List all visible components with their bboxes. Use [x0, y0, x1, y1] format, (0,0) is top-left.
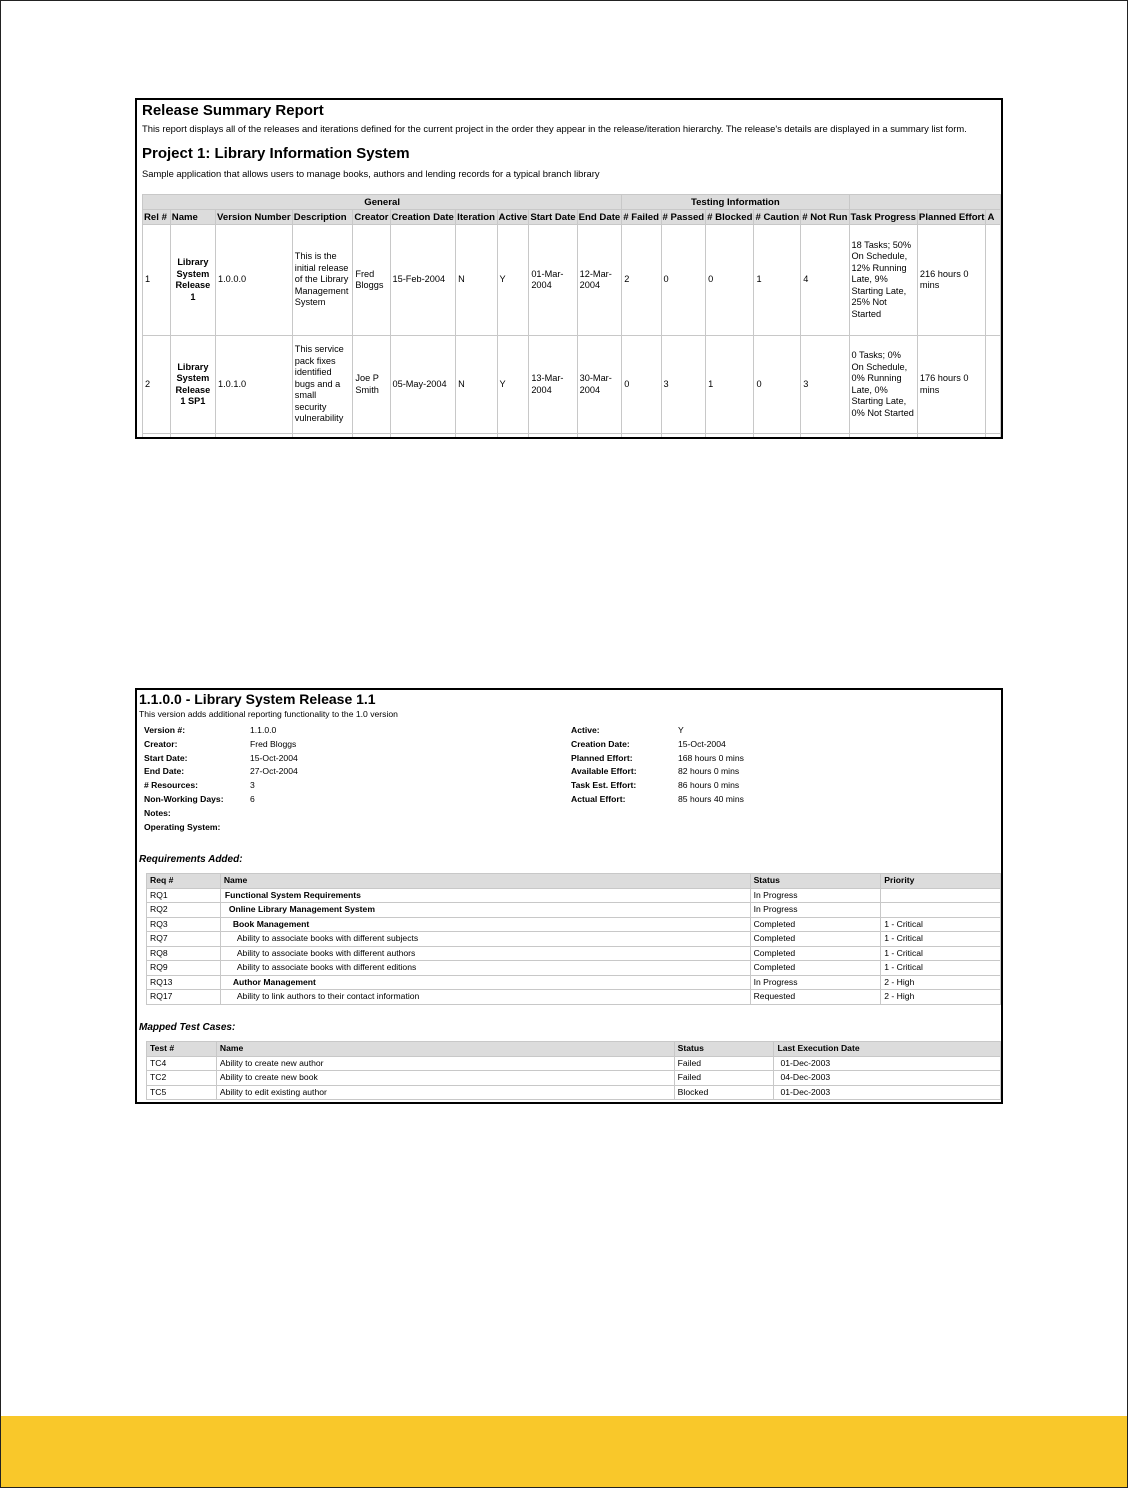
req-priority: 1 - Critical: [881, 917, 1001, 932]
req-priority: 2 - High: [881, 975, 1001, 990]
req-name: Online Library Management System: [220, 903, 750, 918]
requirements-table: [146, 873, 1001, 1005]
cell-active: Y: [497, 336, 529, 434]
req-id: RQ7: [147, 932, 221, 947]
cell-end-date: 30-Mar-2004: [577, 336, 622, 434]
table-row: [147, 888, 1001, 903]
field-label: Planned Effort:: [571, 753, 633, 763]
cell-caution: 1: [754, 225, 801, 336]
table-row: [147, 917, 1001, 932]
project-title: Project 1: Library Information System: [142, 145, 410, 162]
req-priority: 2 - High: [881, 990, 1001, 1005]
test-date: 04-Dec-2003: [774, 1071, 1001, 1086]
table-row: [147, 1056, 1001, 1071]
req-priority: [881, 888, 1001, 903]
req-id: RQ13: [147, 975, 221, 990]
test-date: 01-Dec-2003: [774, 1085, 1001, 1100]
field-value: 82 hours 0 mins: [678, 766, 740, 776]
cell-blocked: 1: [706, 336, 754, 434]
cell-creator: Fred Bloggs: [353, 225, 390, 336]
table-row: [147, 946, 1001, 961]
column-header: Name: [216, 1042, 674, 1057]
report-description: This report displays all of the releases and iterations defined for the current project in the order they appear in the release/iteration hierarchy. The release's details are displayed in a summary list form.: [142, 123, 967, 134]
cell-iteration: N: [456, 225, 497, 336]
cell-task-progress: 18 Tasks; 50% On Schedule, 12% Running Late, 9% Starting Late, 25% Not Started: [849, 225, 917, 336]
req-id: RQ17: [147, 990, 221, 1005]
cell-truncated: [986, 225, 1001, 336]
req-name: Functional System Requirements: [220, 888, 750, 903]
column-header: Status: [750, 874, 881, 889]
cell-not-run: 4: [801, 225, 849, 336]
field-label: Active:: [571, 725, 600, 735]
column-header: Last Execution Date: [774, 1042, 1001, 1057]
req-priority: [881, 903, 1001, 918]
field-label: Start Date:: [144, 753, 188, 763]
table-row: [147, 932, 1001, 947]
cell-creation-date: 05-May-2004: [390, 336, 456, 434]
table-row: [143, 336, 1001, 434]
test-status: Blocked: [674, 1085, 774, 1100]
cell-description: This service pack fixes identified bugs and a small security vulnerability: [292, 336, 353, 434]
requirements-heading: Requirements Added:: [139, 854, 243, 865]
field-value: 86 hours 0 mins: [678, 780, 740, 790]
cell-creation-date: 15-Feb-2004: [390, 225, 456, 336]
field-label: Available Effort:: [571, 766, 637, 776]
req-priority: 1 - Critical: [881, 961, 1001, 976]
field-value: 3: [250, 780, 255, 790]
column-header: Active: [498, 211, 528, 223]
cell-planned-effort: 216 hours 0 mins: [917, 225, 986, 336]
test-date: 01-Dec-2003: [774, 1056, 1001, 1071]
test-id: TC2: [147, 1071, 217, 1086]
cell-planned-effort: 176 hours 0 mins: [917, 336, 986, 434]
table-row: [147, 975, 1001, 990]
column-header-row: [143, 210, 1001, 225]
column-header: Status: [674, 1042, 774, 1057]
test-status: Failed: [674, 1056, 774, 1071]
cell-start-date: 01-Mar-2004: [529, 225, 577, 336]
cell-version: 1.0.1.0: [216, 336, 293, 434]
field-label: Operating System:: [144, 822, 221, 832]
field-value: 27-Oct-2004: [250, 766, 298, 776]
column-header: Name: [170, 210, 215, 225]
table-row: [147, 990, 1001, 1005]
tests-header-row: [147, 1042, 1001, 1057]
column-header: Req #: [147, 874, 221, 889]
req-id: RQ3: [147, 917, 221, 932]
column-header: Version Number: [217, 211, 291, 223]
release-summary-screenshot: [135, 98, 1003, 439]
release-summary-table: [142, 194, 1001, 439]
field-value: Y: [678, 725, 684, 735]
column-header: Description: [292, 210, 353, 225]
requirements-header-row: [147, 874, 1001, 889]
column-header: Planned Effort: [918, 211, 985, 223]
req-name: Ability to link authors to their contact information: [220, 990, 750, 1005]
column-header: # Failed: [622, 210, 661, 225]
req-id: RQ2: [147, 903, 221, 918]
field-value: 15-Oct-2004: [678, 739, 726, 749]
report-title: Release Summary Report: [142, 102, 324, 119]
column-header: Iteration: [457, 211, 496, 223]
cell-version: 1.0.0.0: [216, 225, 293, 336]
req-status: Completed: [750, 946, 881, 961]
cell-name: Library System Release 1: [170, 225, 215, 336]
test-cases-table: [146, 1041, 1001, 1100]
table-row: [147, 1071, 1001, 1086]
cell-task-progress: 0 Tasks; 0% On Schedule, 0% Running Late, 0% Starting Late, 0% Not Started: [849, 336, 917, 434]
group-header-row: [143, 195, 1001, 210]
cell-rel: 2: [143, 336, 171, 434]
column-header: Creation Date: [391, 211, 454, 223]
column-header: End Date: [578, 211, 621, 223]
req-name: Ability to associate books with different subjects: [220, 932, 750, 947]
field-label: Notes:: [144, 808, 171, 818]
cell-not-run: 3: [801, 336, 849, 434]
test-id: TC5: [147, 1085, 217, 1100]
cell-creator: Joe P Smith: [353, 336, 390, 434]
column-header: # Caution: [755, 211, 800, 223]
field-value: 6: [250, 794, 255, 804]
test-status: Failed: [674, 1071, 774, 1086]
cell-passed: 0: [661, 225, 706, 336]
group-header-general: General: [143, 195, 622, 210]
cell-caution: 0: [754, 336, 801, 434]
column-header: Name: [220, 874, 750, 889]
field-value: 1.1.0.0: [250, 725, 277, 735]
cell-rel: 1: [143, 225, 171, 336]
cell-active: Y: [497, 225, 529, 336]
field-label: Non-Working Days:: [144, 794, 224, 804]
req-priority: 1 - Critical: [881, 932, 1001, 947]
req-id: RQ1: [147, 888, 221, 903]
test-name: Ability to create new book: [216, 1071, 674, 1086]
cell-blocked: 0: [706, 225, 754, 336]
req-status: Completed: [750, 917, 881, 932]
req-status: Completed: [750, 961, 881, 976]
field-value: Fred Bloggs: [250, 739, 297, 749]
req-status: In Progress: [750, 903, 881, 918]
test-id: TC4: [147, 1056, 217, 1071]
column-header: Priority: [881, 874, 1001, 889]
field-label: Creator:: [144, 739, 178, 749]
group-header-testing: Testing Information: [622, 195, 849, 210]
test-name: Ability to edit existing author: [216, 1085, 674, 1100]
column-header: A: [986, 210, 1001, 225]
column-header: # Not Run: [802, 211, 848, 223]
column-header: Start Date: [530, 211, 576, 223]
column-header: Task Progress: [850, 211, 916, 223]
field-label: End Date:: [144, 766, 185, 776]
cell-passed: 3: [661, 336, 706, 434]
table-row-partial: [143, 434, 1001, 440]
cell-end-date: 12-Mar-2004: [577, 225, 622, 336]
footer-band: [1, 1416, 1127, 1487]
project-description: Sample application that allows users to manage books, authors and lending records for a typical branch library: [142, 168, 600, 179]
req-name: Author Management: [220, 975, 750, 990]
release-detail-screenshot: [135, 688, 1003, 1104]
tests-heading: Mapped Test Cases:: [139, 1022, 236, 1033]
field-value: 168 hours 0 mins: [678, 753, 744, 763]
cell-failed: 0: [622, 336, 661, 434]
req-status: Requested: [750, 990, 881, 1005]
req-id: RQ9: [147, 961, 221, 976]
req-id: RQ8: [147, 946, 221, 961]
req-name: Ability to associate books with different authors: [220, 946, 750, 961]
field-value: 15-Oct-2004: [250, 753, 298, 763]
req-name: Book Management: [220, 917, 750, 932]
cell-failed: 2: [622, 225, 661, 336]
test-name: Ability to create new author: [216, 1056, 674, 1071]
table-row: [147, 961, 1001, 976]
req-status: Completed: [750, 932, 881, 947]
cell-truncated: [986, 336, 1001, 434]
field-value: 85 hours 40 mins: [678, 794, 744, 804]
req-name: Ability to associate books with different editions: [220, 961, 750, 976]
field-label: Actual Effort:: [571, 794, 626, 804]
req-priority: 1 - Critical: [881, 946, 1001, 961]
field-label: Version #:: [144, 725, 186, 735]
group-header-blank: [849, 195, 1001, 210]
column-header: Test #: [147, 1042, 217, 1057]
cell-name: Library System Release 1 SP1: [170, 336, 215, 434]
column-header: # Blocked: [707, 211, 753, 223]
release-description: This version adds additional reporting functionality to the 1.0 version: [139, 709, 398, 719]
req-status: In Progress: [750, 975, 881, 990]
table-row: [147, 1085, 1001, 1100]
req-status: In Progress: [750, 888, 881, 903]
cell-iteration: N: [456, 336, 497, 434]
table-row: [143, 225, 1001, 336]
column-header: Rel #: [143, 210, 171, 225]
column-header: Creator: [354, 211, 389, 223]
field-label: Creation Date:: [571, 739, 630, 749]
field-label: Task Est. Effort:: [571, 780, 637, 790]
column-header: # Passed: [662, 211, 705, 223]
field-label: # Resources:: [144, 780, 198, 790]
cell-start-date: 13-Mar-2004: [529, 336, 577, 434]
release-title: 1.1.0.0 - Library System Release 1.1: [139, 691, 376, 707]
cell-description: This is the initial release of the Library Management System: [292, 225, 353, 336]
table-row: [147, 903, 1001, 918]
